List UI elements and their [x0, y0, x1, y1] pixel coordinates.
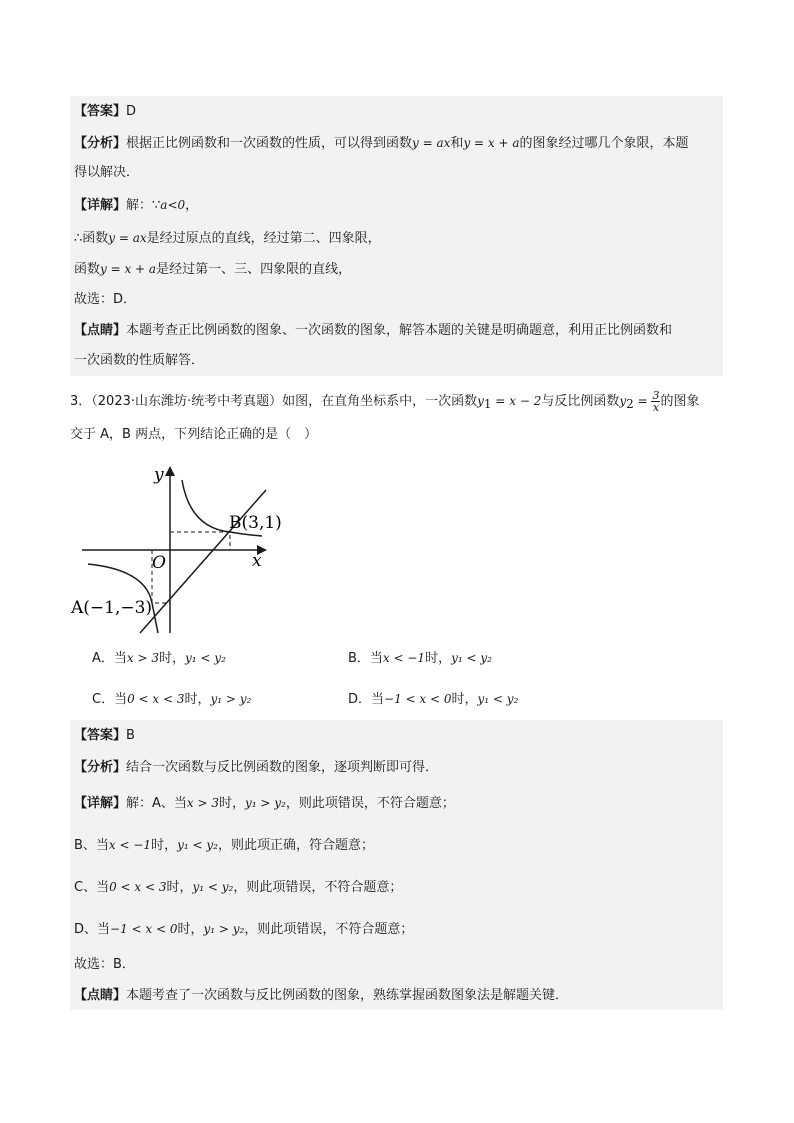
- q3-line-b-a: B、当: [74, 838, 109, 853]
- q2-condition: a<0: [160, 198, 186, 212]
- q3-y1: y: [477, 394, 484, 408]
- q3-detail-a-cond: x > 3: [186, 796, 220, 810]
- q2-analysis-line-1: [74, 133, 689, 154]
- q2-answer-tag: 【答案】: [74, 104, 127, 119]
- q2-analysis-text-end: 的图象经过哪几个象限，本题: [519, 136, 689, 151]
- q3-stem-text-3: 的图象: [660, 394, 700, 409]
- q3-analysis-tag: 【分析】: [74, 760, 127, 775]
- q3-line-d-mid: 时，: [177, 922, 204, 937]
- option-d-rel: y₁ < y₂: [477, 692, 519, 706]
- q2-step-1-a: ∴函数: [74, 231, 109, 246]
- q3-comment-line: [74, 986, 568, 1006]
- option-d-cond: −1 < x < 0: [384, 692, 452, 706]
- q2-step-2-a: 函数: [74, 262, 101, 277]
- q2-choice: 故选：D．: [74, 292, 137, 307]
- q3-detail-a-mid: 时，: [219, 796, 246, 811]
- q3-analysis-text: 结合一次函数与反比例函数的图象，逐项判断即可得．: [126, 760, 439, 775]
- q3-analysis-line: [74, 758, 438, 778]
- option-a-cond: x > 3: [126, 651, 159, 665]
- x-axis-label: x: [252, 551, 262, 571]
- q3-answer-tag: 【答案】: [74, 728, 127, 743]
- y-axis-label: y: [154, 465, 164, 485]
- q2-detail-line: [74, 195, 198, 216]
- option-c-mid: 时，: [184, 692, 211, 707]
- q2-answer-line: [74, 102, 136, 122]
- q3-detail-a: 解：A、当: [126, 796, 187, 811]
- q3-stem-text-2: 与反比例函数: [541, 394, 620, 409]
- q3-line-b-rel: y₁ < y₂: [177, 838, 218, 852]
- q2-step-2-b: 是经过第一、三、四象限的直线，: [156, 262, 352, 277]
- q3-line-d-cond: −1 < x < 0: [110, 922, 178, 936]
- q2-step-1-formula: y = ax: [108, 231, 147, 245]
- q3-line-c-mid: 时，: [166, 880, 193, 895]
- q3-stem-text: 3．（2023·山东潍坊·统考中考真题）如图，在直角坐标系中，一次函数: [70, 394, 478, 409]
- point-b-label: B(3,1): [229, 513, 282, 533]
- q2-step-1: [74, 228, 381, 249]
- q3-line-b-cond: x < −1: [108, 838, 152, 852]
- q3-frac-den: x: [652, 401, 660, 414]
- q3-line-b-mid: 时，: [151, 838, 178, 853]
- option-b-prefix: B．当: [348, 651, 383, 666]
- q3-line-d-a: D、当: [74, 922, 111, 937]
- q3-answer-line: [74, 726, 135, 746]
- option-b[interactable]: [348, 648, 492, 669]
- q3-line-b-end: ，则此项正确，符合题意；: [217, 838, 374, 853]
- q3-line-d-rel: y₁ > y₂: [203, 922, 245, 936]
- q2-detail-text: 解：∵: [126, 198, 161, 213]
- q3-comment-text: 本题考查了一次函数与反比例函数的图象，熟练掌握函数图象法是解题关键．: [126, 988, 569, 1003]
- q3-graph: [70, 458, 310, 658]
- option-d-prefix: D．当: [348, 692, 385, 707]
- q2-analysis-text: 根据正比例函数和一次函数的性质，可以得到函数: [126, 136, 413, 151]
- option-c-cond: 0 < x < 3: [127, 692, 185, 706]
- q2-step-2-formula: y = x + a: [100, 262, 157, 276]
- option-b-cond: x < −1: [382, 651, 426, 665]
- q2-detail-comma: ，: [185, 198, 199, 213]
- q3-line-c-end: ，则此项错误，不符合题意；: [233, 880, 403, 895]
- q3-line-c-rel: y₁ < y₂: [192, 880, 234, 894]
- q3-stem-line-1: [70, 390, 699, 414]
- option-a-rel: y₁ < y₂: [185, 651, 226, 665]
- q3-y2-sub: 2: [626, 397, 634, 411]
- q2-answer: D: [126, 104, 137, 119]
- q3-y1-expr: = x − 2: [491, 394, 542, 408]
- q2-step-1-b: 是经过原点的直线，经过第二、四象限，: [146, 231, 381, 246]
- point-a-label: A(−1,−3): [71, 598, 153, 618]
- q3-y1-sub: 1: [483, 397, 492, 411]
- q3-detail-c: [74, 877, 402, 898]
- option-c-prefix: C．当: [92, 692, 128, 707]
- option-d-mid: 时，: [451, 692, 478, 707]
- q2-comment-line-1: [74, 321, 672, 341]
- option-c-rel: y₁ > y₂: [210, 692, 252, 706]
- q2-comment-tag: 【点睛】: [74, 323, 127, 338]
- q3-detail-a-end: ，则此项错误，不符合题意；: [285, 796, 455, 811]
- option-a-mid: 时，: [159, 651, 186, 666]
- q3-y2: y: [619, 394, 627, 408]
- q3-line-d-end: ，则此项错误，不符合题意；: [244, 922, 414, 937]
- q3-detail-d: [74, 919, 413, 940]
- q2-analysis-line-2: 得以解决．: [74, 165, 140, 180]
- q2-step-2: [74, 259, 351, 280]
- option-a[interactable]: [92, 648, 226, 669]
- q3-detail-b: [74, 835, 374, 856]
- option-c[interactable]: [92, 689, 251, 710]
- q3-eq: =: [633, 394, 652, 408]
- option-a-prefix: A．当: [92, 651, 127, 666]
- q3-detail-a-rel: y₁ > y₂: [245, 796, 286, 810]
- q3-answer: B: [126, 728, 135, 743]
- q3-detail-line: [74, 793, 455, 814]
- q3-detail-tag: 【详解】: [74, 796, 127, 811]
- q2-comment-text: 本题考查正比例函数的图象、一次函数的图象，解答本题的关键是明确题意，利用正比例函数和: [126, 323, 673, 338]
- q2-analysis-and: 和: [450, 136, 464, 151]
- origin-label: O: [152, 553, 166, 573]
- q3-line-c-cond: 0 < x < 3: [109, 880, 167, 894]
- q2-formula-direct: y = ax: [412, 136, 451, 150]
- q2-detail-tag: 【详解】: [74, 198, 127, 213]
- q3-stem-line-2: 交于 A，B 两点，下列结论正确的是（ ）: [70, 427, 318, 442]
- q2-analysis-tag: 【分析】: [74, 136, 127, 151]
- q3-frac-num: 3: [652, 389, 660, 402]
- q3-choice: 故选：B．: [74, 957, 135, 972]
- option-b-rel: y₁ < y₂: [451, 651, 492, 665]
- q3-comment-tag: 【点睛】: [74, 988, 127, 1003]
- option-d[interactable]: [348, 689, 518, 710]
- option-b-mid: 时，: [425, 651, 452, 666]
- q2-comment-line-2: 一次函数的性质解答．: [74, 353, 205, 368]
- y-axis-arrow-icon: [165, 466, 175, 476]
- q3-line-c-a: C、当: [74, 880, 110, 895]
- q2-formula-linear: y = x + a: [463, 136, 520, 150]
